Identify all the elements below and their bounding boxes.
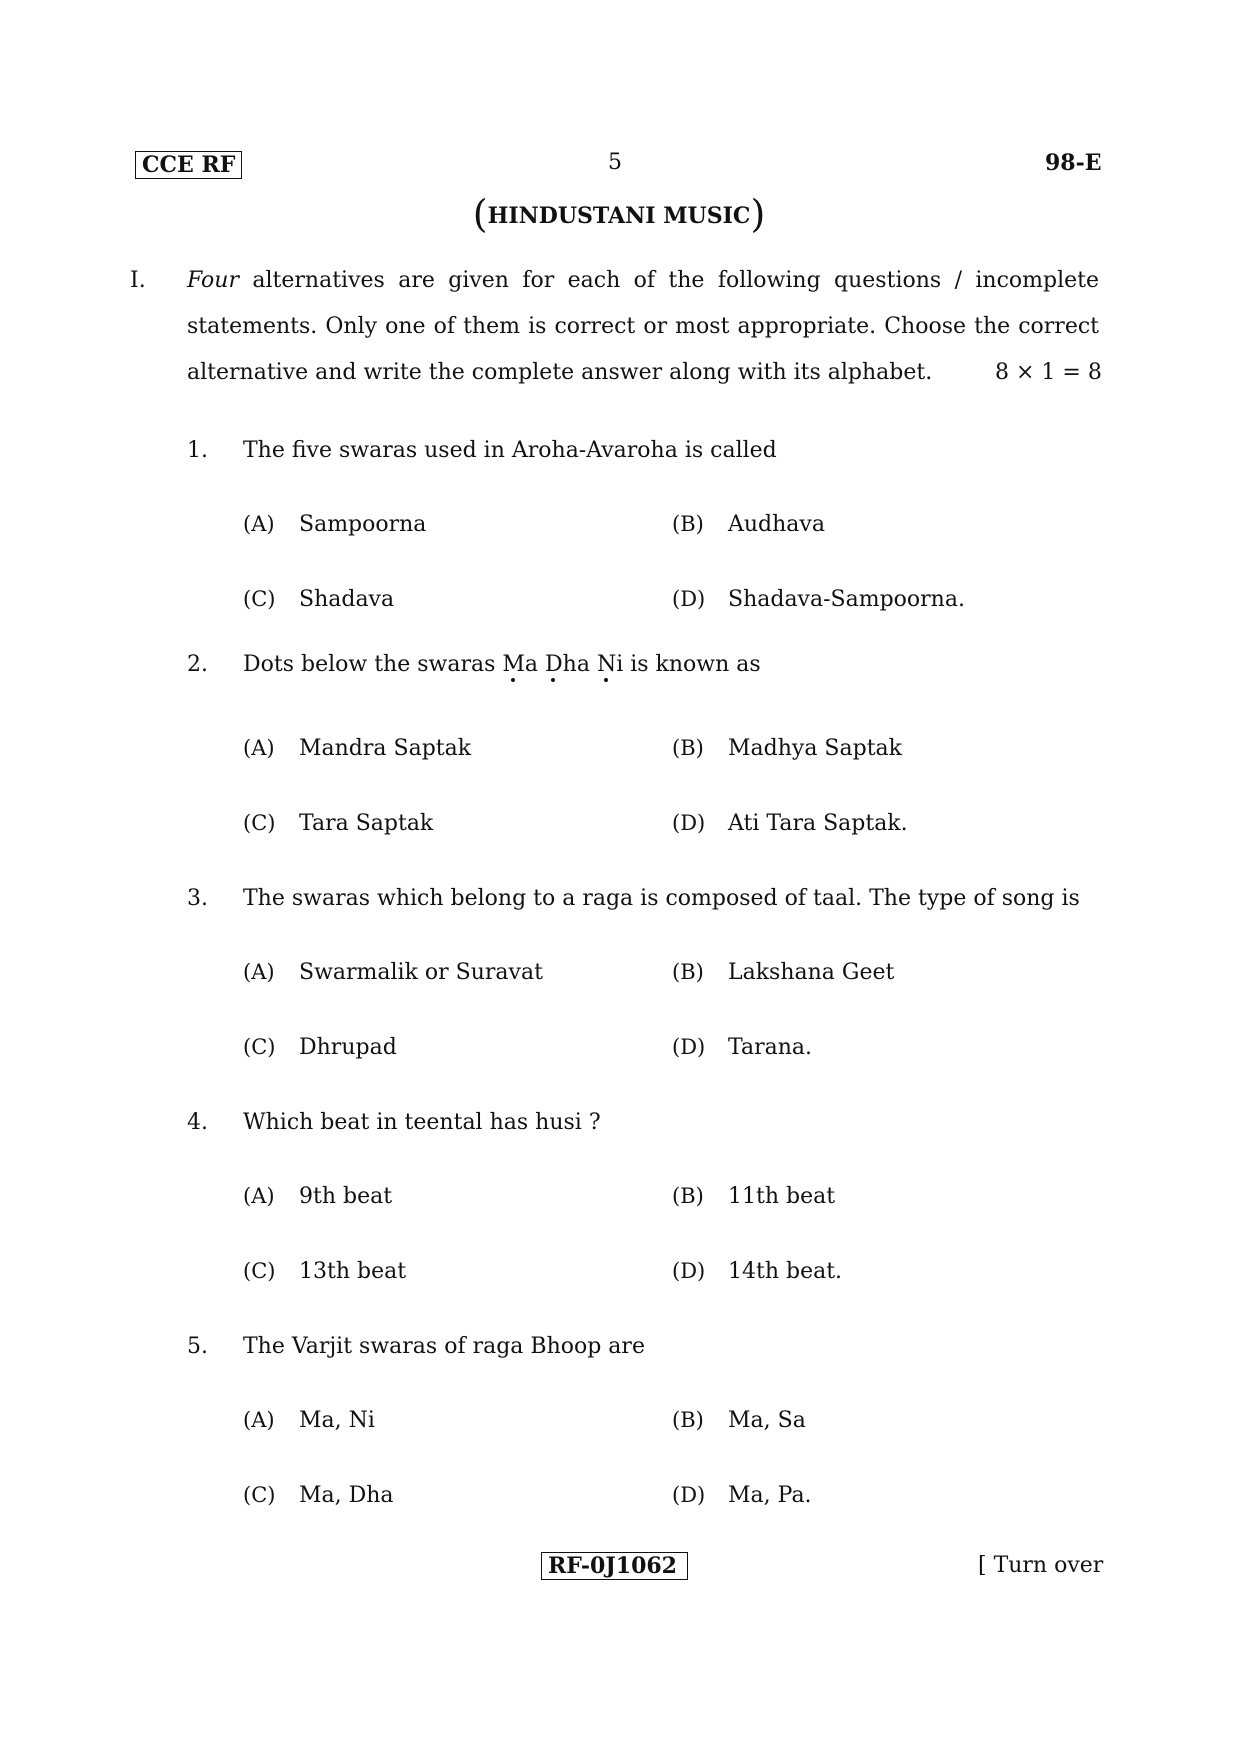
option-letter: (D) <box>672 1259 706 1283</box>
option-text: Ma, Pa. <box>728 1483 812 1508</box>
option-text: Ma, Dha <box>299 1483 394 1508</box>
title-open-paren: ( <box>472 192 488 236</box>
option-text: Tara Saptak <box>299 811 434 836</box>
option-text: Ma, Ni <box>299 1408 375 1433</box>
marks-allocation: 8 × 1 = 8 <box>995 360 1102 385</box>
option-text: Mandra Saptak <box>299 736 472 761</box>
question-number: 1. <box>187 438 208 463</box>
option-letter: (C) <box>243 811 276 835</box>
option-text: 13th beat <box>299 1259 407 1284</box>
title-text: HINDUSTANI MUSIC <box>487 203 751 229</box>
exam-series-label: CCE RF <box>142 152 236 178</box>
question-number: 4. <box>187 1110 208 1135</box>
exam-series-box <box>135 151 242 179</box>
option-text: Dhrupad <box>299 1035 397 1060</box>
option-text: 9th beat <box>299 1184 393 1209</box>
option-text: Shadava <box>299 587 395 612</box>
option-text: Ati Tara Saptak. <box>728 811 908 836</box>
option-text: Ma, Sa <box>728 1408 806 1433</box>
option-letter: (C) <box>243 587 276 611</box>
section-number: I. <box>130 268 146 293</box>
page-number: 5 <box>608 150 622 175</box>
instruction-emphasis: Four <box>187 268 239 293</box>
option-letter: (B) <box>672 1408 704 1432</box>
question-number: 5. <box>187 1334 208 1359</box>
question-text: The Varjit swaras of raga Bhoop are <box>243 1334 645 1359</box>
option-letter: (A) <box>243 736 275 760</box>
option-letter: (A) <box>243 960 275 984</box>
option-letter: (C) <box>243 1483 276 1507</box>
title-close-paren: ) <box>750 192 766 236</box>
question-text: The five swaras used in Aroha-Avaroha is called <box>243 438 777 463</box>
option-text: 14th beat. <box>728 1259 843 1284</box>
turn-over-note: [ Turn over <box>978 1553 1104 1578</box>
option-letter: (B) <box>672 736 704 760</box>
option-text: Tarana. <box>728 1035 812 1060</box>
mandra-dot-marker <box>511 678 515 682</box>
instruction-line-2: statements. Only one of them is correct or most appropriate. Choose the correct <box>187 314 1099 339</box>
page-title <box>0 192 1238 236</box>
option-letter: (A) <box>243 1408 275 1432</box>
question-number: 3. <box>187 886 208 911</box>
mandra-dot-marker <box>604 678 608 682</box>
option-letter: (D) <box>672 1035 706 1059</box>
option-text: Shadava-Sampoorna. <box>728 587 965 612</box>
option-letter: (D) <box>672 587 706 611</box>
option-letter: (C) <box>243 1259 276 1283</box>
option-text: Swarmalik or Suravat <box>299 960 543 985</box>
option-letter: (B) <box>672 1184 704 1208</box>
option-letter: (D) <box>672 1483 706 1507</box>
option-letter: (D) <box>672 811 706 835</box>
option-text: Madhya Saptak <box>728 736 902 761</box>
option-letter: (A) <box>243 512 275 536</box>
instruction-line-3: alternative and write the complete answer along with its alphabet. <box>187 360 933 385</box>
question-text: Which beat in teental has husi ? <box>243 1110 601 1135</box>
question-text: Dots below the swaras Ma Dha Ni is known as <box>243 652 761 677</box>
option-text: 11th beat <box>728 1184 836 1209</box>
option-letter: (A) <box>243 1184 275 1208</box>
booklet-code: RF-0J1062 <box>548 1553 677 1579</box>
option-letter: (B) <box>672 960 704 984</box>
instruction-line-1-rest: alternatives are given for each of the following questions / incomplete <box>252 268 1099 293</box>
option-text: Lakshana Geet <box>728 960 895 985</box>
question-text: The swaras which belong to a raga is composed of taal. The type of song is <box>243 886 1080 911</box>
option-letter: (C) <box>243 1035 276 1059</box>
paper-code: 98-E <box>1045 150 1102 176</box>
question-number: 2. <box>187 652 208 677</box>
mandra-dot-marker <box>551 678 555 682</box>
instruction-line-1 <box>187 258 1099 304</box>
option-text: Audhava <box>728 512 825 537</box>
option-text: Sampoorna <box>299 512 427 537</box>
option-letter: (B) <box>672 512 704 536</box>
booklet-code-box <box>541 1552 688 1580</box>
